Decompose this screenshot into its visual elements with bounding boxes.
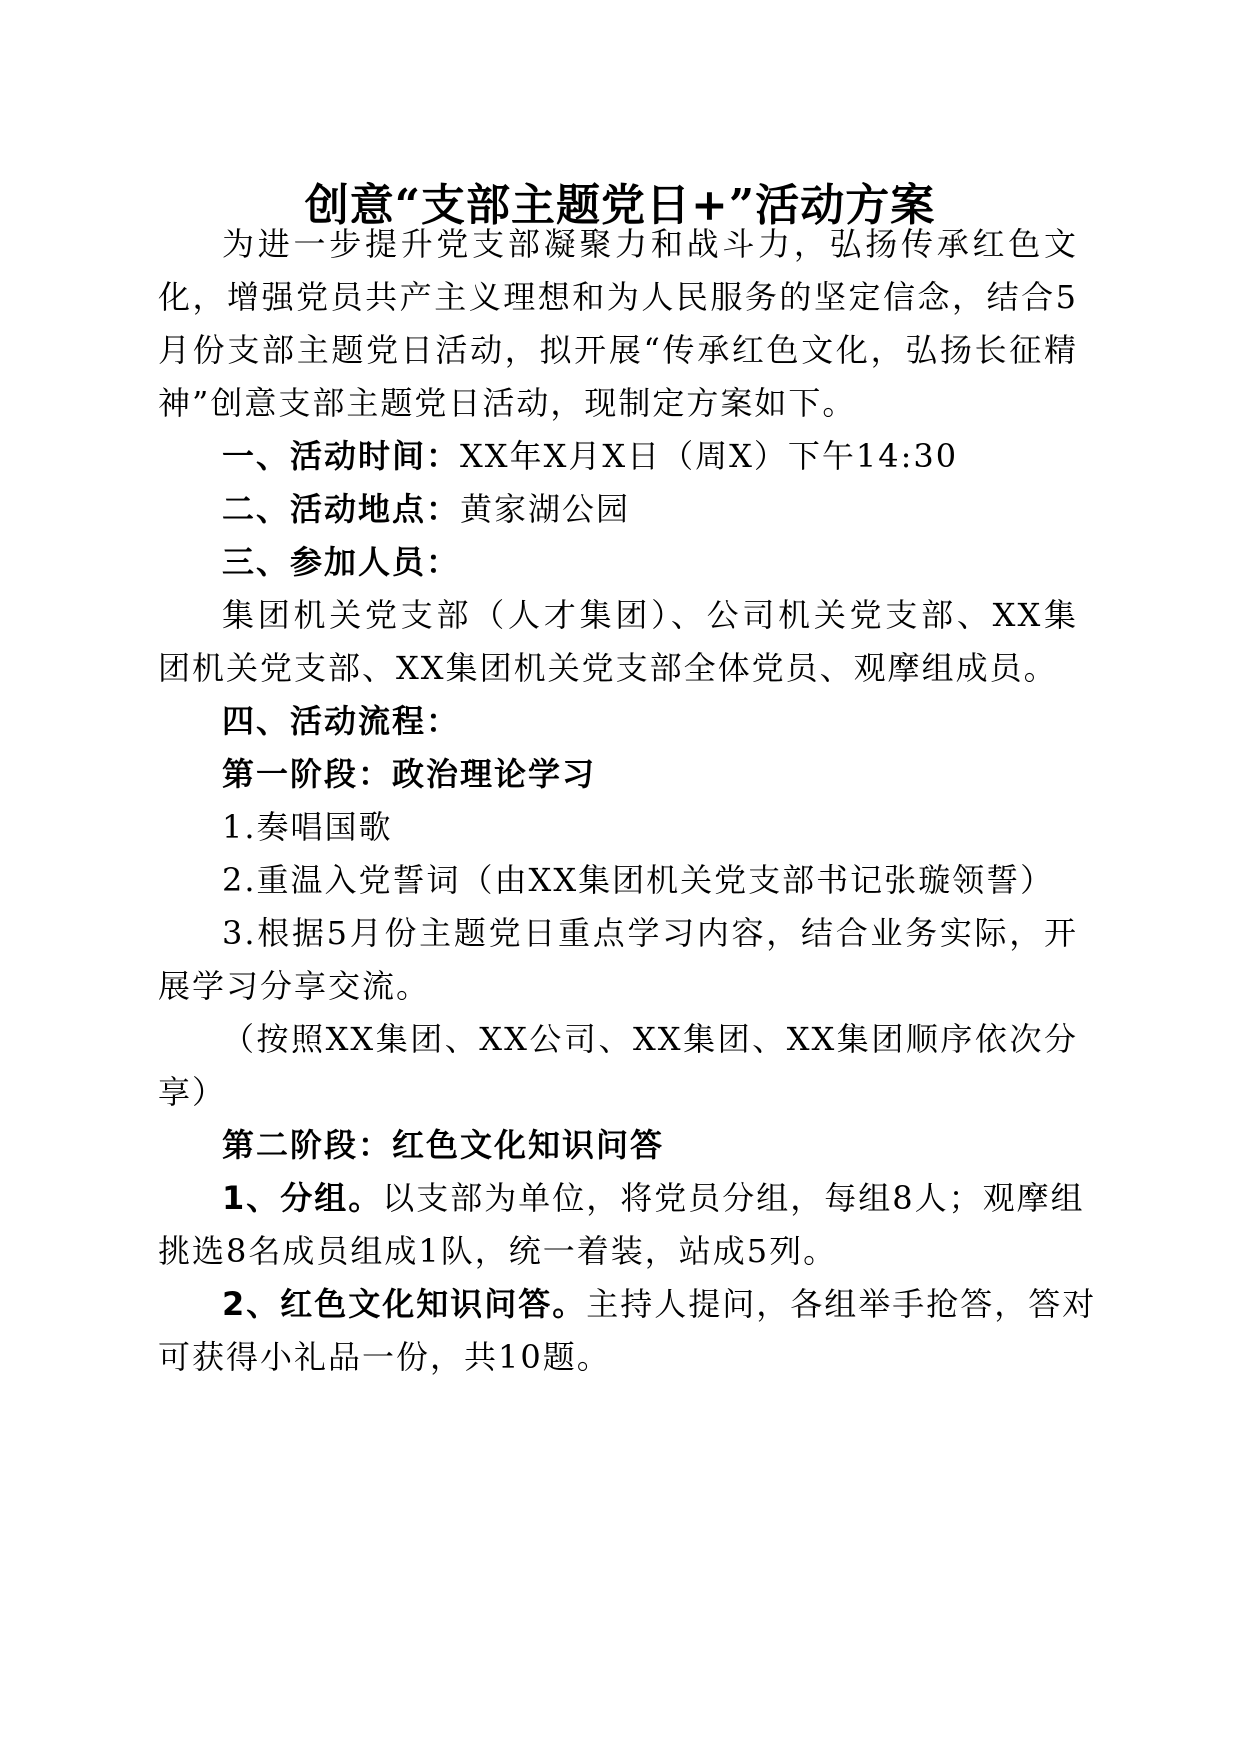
stage2-item-1-text: 以支部为单位，将党员分组，每组8人；观摩组 bbox=[382, 1179, 1085, 1217]
place-label: 二、活动地点： bbox=[222, 490, 461, 528]
stage2-item-2-line-1 bbox=[222, 1282, 1097, 1326]
stage2-item-2-text: 主持人提问，各组举手抢答，答对 bbox=[586, 1285, 1097, 1323]
stage2-item-1-line-2: 挑选8名成员组成1队，统一着装，站成5列。 bbox=[158, 1232, 838, 1270]
stage2-item-2-label: 2、红色文化知识问答。 bbox=[222, 1285, 587, 1323]
document-title: 创意“支部主题党日+”活动方案 bbox=[304, 180, 936, 231]
intro-line-1: 为进一步提升党支部凝聚力和战斗力，弘扬传承红色文 bbox=[222, 225, 1078, 263]
place-value: 黄家湖公园 bbox=[460, 490, 631, 528]
participants-line-2: 团机关党支部、XX集团机关党支部全体党员、观摩组成员。 bbox=[158, 649, 1058, 687]
time-row bbox=[222, 434, 1078, 478]
stage1-item-3-line-1: 3.根据5月份主题党日重点学习内容，结合业务实际，开 bbox=[222, 914, 1078, 952]
stage2-item-1-label: 1、分组。 bbox=[222, 1179, 383, 1217]
participants-line-1: 集团机关党支部（人才集团）、公司机关党支部、XX集 bbox=[222, 596, 1078, 634]
stage2-item-2-line-2: 可获得小礼品一份，共10题。 bbox=[158, 1338, 611, 1376]
stage1-item-1: 1.奏唱国歌 bbox=[222, 808, 393, 846]
stage2-heading: 第二阶段：红色文化知识问答 bbox=[222, 1126, 665, 1164]
stage1-heading: 第一阶段：政治理论学习 bbox=[222, 755, 597, 793]
process-heading: 四、活动流程： bbox=[222, 702, 461, 740]
place-row bbox=[222, 487, 1078, 531]
stage1-note-line-1: （按照XX集团、XX公司、XX集团、XX集团顺序依次分 bbox=[222, 1020, 1078, 1058]
stage2-item-1-line-1 bbox=[222, 1176, 1085, 1220]
participants-heading: 三、参加人员： bbox=[222, 543, 461, 581]
time-value: XX年X月X日（周X）下午14:30 bbox=[460, 437, 959, 475]
stage1-item-3-line-2: 展学习分享交流。 bbox=[158, 967, 431, 1005]
intro-line-4: 神”创意支部主题党日活动，现制定方案如下。 bbox=[158, 384, 857, 422]
time-label: 一、活动时间： bbox=[222, 437, 461, 475]
stage1-note-line-2: 享） bbox=[158, 1073, 227, 1111]
intro-line-3: 月份支部主题党日活动，拟开展“传承红色文化，弘扬长征精 bbox=[158, 331, 1078, 369]
intro-line-2: 化，增强党员共产主义理想和为人民服务的坚定信念，结合5 bbox=[158, 278, 1078, 316]
stage1-item-2: 2.重温入党誓词（由XX集团机关党支部书记张璇领誓） bbox=[222, 861, 1055, 899]
